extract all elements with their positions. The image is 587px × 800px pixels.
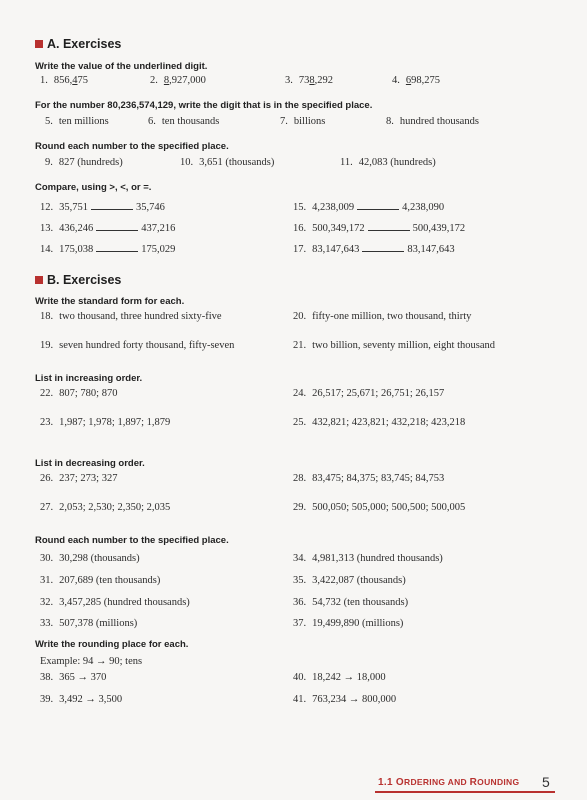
- item-number: 23.: [40, 417, 54, 428]
- example-text: Example: 94 → 90; tens: [40, 656, 143, 667]
- answer-blank[interactable]: [96, 243, 138, 252]
- section-b-heading: [35, 273, 121, 287]
- instruction: List in increasing order.: [35, 373, 143, 384]
- item-text: 432,821; 423,821; 432,218; 423,218: [312, 417, 466, 428]
- item-number: 37.: [293, 618, 307, 629]
- item-number: 7.: [280, 116, 288, 127]
- item-text: 75: [77, 75, 88, 86]
- item-text: 83,475; 84,375; 83,745; 84,753: [312, 473, 445, 484]
- underlined-digit: 6: [405, 75, 412, 86]
- compare-item: [293, 243, 455, 255]
- answer-blank[interactable]: [96, 222, 138, 231]
- item-number: 9.: [45, 157, 53, 168]
- item-number: 2.: [150, 75, 158, 86]
- item-number: 30.: [40, 553, 54, 564]
- section-marker-icon: [35, 40, 43, 48]
- title-text: OUNDING: [477, 777, 520, 787]
- item-text: 83,147,643: [407, 244, 455, 255]
- item-number: 26.: [40, 473, 54, 484]
- exercise-item: [40, 618, 137, 629]
- answer-blank[interactable]: [357, 201, 399, 210]
- exercise-item: [40, 473, 117, 484]
- item-text: 4,238,009: [312, 202, 355, 213]
- section-b-title: B. Exercises: [47, 273, 122, 287]
- item-text: 3,651 (thousands): [199, 157, 275, 168]
- item-number: 36.: [293, 597, 307, 608]
- item-number: 10.: [180, 157, 194, 168]
- item-number: 31.: [40, 575, 54, 586]
- exercise-item: [40, 502, 170, 513]
- item-text: 3,457,285 (hundred thousands): [59, 597, 190, 608]
- item-text: 35,746: [136, 202, 165, 213]
- item-text: 500,349,172: [312, 223, 365, 234]
- instruction: List in decreasing order.: [35, 458, 145, 469]
- instruction: Round each number to the specified place.: [35, 535, 229, 546]
- item-text: 30,298 (thousands): [59, 553, 140, 564]
- item-number: 8.: [386, 116, 394, 127]
- item-number: 5.: [45, 116, 53, 127]
- item-text: 500,050; 505,000; 500,500; 500,005: [312, 502, 466, 513]
- instruction: Round each number to the specified place.: [35, 141, 229, 152]
- item-number: 32.: [40, 597, 54, 608]
- item-number: 18.: [40, 311, 54, 322]
- section-marker-icon: [35, 276, 43, 284]
- exercise-item: [293, 473, 444, 484]
- item-text: 437,216: [141, 223, 176, 234]
- item-number: 17.: [293, 244, 307, 255]
- page-number: 5: [542, 774, 550, 790]
- item-text: ,927,000: [169, 75, 206, 86]
- exercise-item: [293, 311, 471, 322]
- item-text: 73: [298, 75, 310, 86]
- exercise-item: [40, 694, 122, 705]
- exercise-item: [40, 553, 140, 564]
- item-number: 14.: [40, 244, 54, 255]
- title-text: O: [395, 777, 404, 788]
- item-text: 827 (hundreds): [58, 157, 123, 168]
- item-number: 35.: [293, 575, 307, 586]
- item-number: 29.: [293, 502, 307, 513]
- item-text: 1,987; 1,978; 1,897; 1,879: [59, 417, 171, 428]
- compare-item: [293, 222, 465, 234]
- item-number: 13.: [40, 223, 54, 234]
- item-text: 83,147,643: [312, 244, 360, 255]
- exercise-item: [340, 157, 436, 168]
- item-text: 3,492 → 3,500: [59, 694, 123, 705]
- item-number: 27.: [40, 502, 54, 513]
- compare-item: [40, 222, 175, 234]
- item-number: 25.: [293, 417, 307, 428]
- item-text: 18,242 → 18,000: [312, 672, 386, 683]
- item-number: 6.: [148, 116, 156, 127]
- item-text: 98,275: [411, 75, 440, 86]
- instruction: Write the rounding place for each.: [35, 639, 189, 650]
- exercise-item: [386, 116, 479, 127]
- item-number: 40.: [293, 672, 307, 683]
- item-text: ,292: [314, 75, 333, 86]
- item-text: 365 → 370: [59, 672, 107, 683]
- item-text: fifty-one million, two thousand, thirty: [312, 311, 472, 322]
- exercise-item: [285, 75, 333, 86]
- item-text: 237; 273; 327: [59, 473, 118, 484]
- item-number: 24.: [293, 388, 307, 399]
- item-text: 856,: [53, 75, 73, 86]
- chapter-title: [378, 777, 519, 788]
- instruction: Compare, using >, <, or =.: [35, 182, 152, 193]
- exercise-item: [293, 417, 465, 428]
- answer-blank[interactable]: [368, 222, 410, 231]
- item-text: hundred thousands: [399, 116, 479, 127]
- underlined-digit: 8: [309, 75, 315, 86]
- exercise-item: [293, 553, 443, 564]
- item-number: 34.: [293, 553, 307, 564]
- item-number: 1.: [40, 75, 48, 86]
- exercise-item: [45, 116, 109, 127]
- item-number: 3.: [285, 75, 293, 86]
- item-text: 2,053; 2,530; 2,350; 2,035: [59, 502, 171, 513]
- exercise-item: [293, 575, 406, 586]
- item-text: 500,439,172: [412, 223, 466, 234]
- item-number: 20.: [293, 311, 307, 322]
- title-text: RDERING AND: [404, 777, 470, 787]
- chapter-number: 1.1: [378, 777, 393, 788]
- instruction: Write the standard form for each.: [35, 296, 185, 307]
- item-number: 19.: [40, 340, 54, 351]
- item-number: 21.: [293, 340, 307, 351]
- underlined-digit: 4: [72, 75, 78, 86]
- item-text: 175,029: [141, 244, 176, 255]
- exercise-item: [40, 311, 222, 322]
- item-text: 26,517; 25,671; 26,751; 26,157: [312, 388, 445, 399]
- item-text: 507,378 (millions): [59, 618, 138, 629]
- item-text: ten thousands: [161, 116, 220, 127]
- exercise-item: [40, 672, 106, 683]
- underlined-digit: 8: [163, 75, 170, 86]
- exercise-item: [148, 116, 219, 127]
- item-number: 22.: [40, 388, 54, 399]
- item-number: 4.: [392, 75, 400, 86]
- item-number: 11.: [340, 157, 353, 168]
- item-text: 207,689 (ten thousands): [59, 575, 161, 586]
- item-number: 38.: [40, 672, 54, 683]
- exercise-item: [392, 75, 440, 86]
- item-number: 12.: [40, 202, 54, 213]
- exercise-item: [180, 157, 274, 168]
- exercise-item: [293, 502, 465, 513]
- item-number: 41.: [293, 694, 307, 705]
- item-text: seven hundred forty thousand, fifty-seven: [59, 340, 235, 351]
- instruction: For the number 80,236,574,129, write the digit that is in the specified place.: [35, 100, 373, 111]
- item-text: two billion, seventy million, eight thousand: [312, 340, 495, 351]
- item-number: 28.: [293, 473, 307, 484]
- item-number: 39.: [40, 694, 54, 705]
- item-text: 807; 780; 870: [59, 388, 118, 399]
- exercise-item: [40, 388, 117, 399]
- compare-item: [40, 201, 165, 213]
- exercise-item: [40, 75, 88, 86]
- item-text: 763,234 → 800,000: [312, 694, 397, 705]
- footer-rule: [375, 791, 555, 793]
- exercise-item: [45, 157, 123, 168]
- answer-blank[interactable]: [362, 243, 404, 252]
- exercise-item: [293, 618, 403, 629]
- item-text: 42,083 (hundreds): [358, 157, 436, 168]
- exercise-item: [293, 340, 495, 351]
- title-text: R: [469, 777, 478, 788]
- section-a-heading: [35, 37, 121, 51]
- item-text: 4,238,090: [402, 202, 445, 213]
- section-a-title: A. Exercises: [47, 37, 122, 51]
- exercise-item: [293, 388, 444, 399]
- item-text: two thousand, three hundred sixty-five: [59, 311, 222, 322]
- exercise-item: [40, 575, 160, 586]
- item-text: 19,499,890 (millions): [312, 618, 404, 629]
- exercise-item: [40, 340, 234, 351]
- exercise-item: [293, 597, 408, 608]
- compare-item: [40, 243, 175, 255]
- exercise-item: [280, 116, 325, 127]
- answer-blank[interactable]: [91, 201, 133, 210]
- item-text: 175,038: [59, 244, 94, 255]
- exercise-item: [293, 694, 396, 705]
- item-text: 54,732 (ten thousands): [312, 597, 409, 608]
- item-text: billions: [293, 116, 326, 127]
- compare-item: [293, 201, 444, 213]
- item-number: 16.: [293, 223, 307, 234]
- item-number: 15.: [293, 202, 307, 213]
- item-text: ten millions: [58, 116, 109, 127]
- exercise-item: [150, 75, 206, 86]
- item-text: 3,422,087 (thousands): [312, 575, 406, 586]
- exercise-item: [40, 597, 190, 608]
- exercise-item: [293, 672, 386, 683]
- item-text: 4,981,313 (hundred thousands): [312, 553, 443, 564]
- item-number: 33.: [40, 618, 54, 629]
- item-text: 436,246: [59, 223, 94, 234]
- exercise-item: [40, 417, 170, 428]
- item-text: 35,751: [59, 202, 88, 213]
- instruction: Write the value of the underlined digit.: [35, 61, 208, 72]
